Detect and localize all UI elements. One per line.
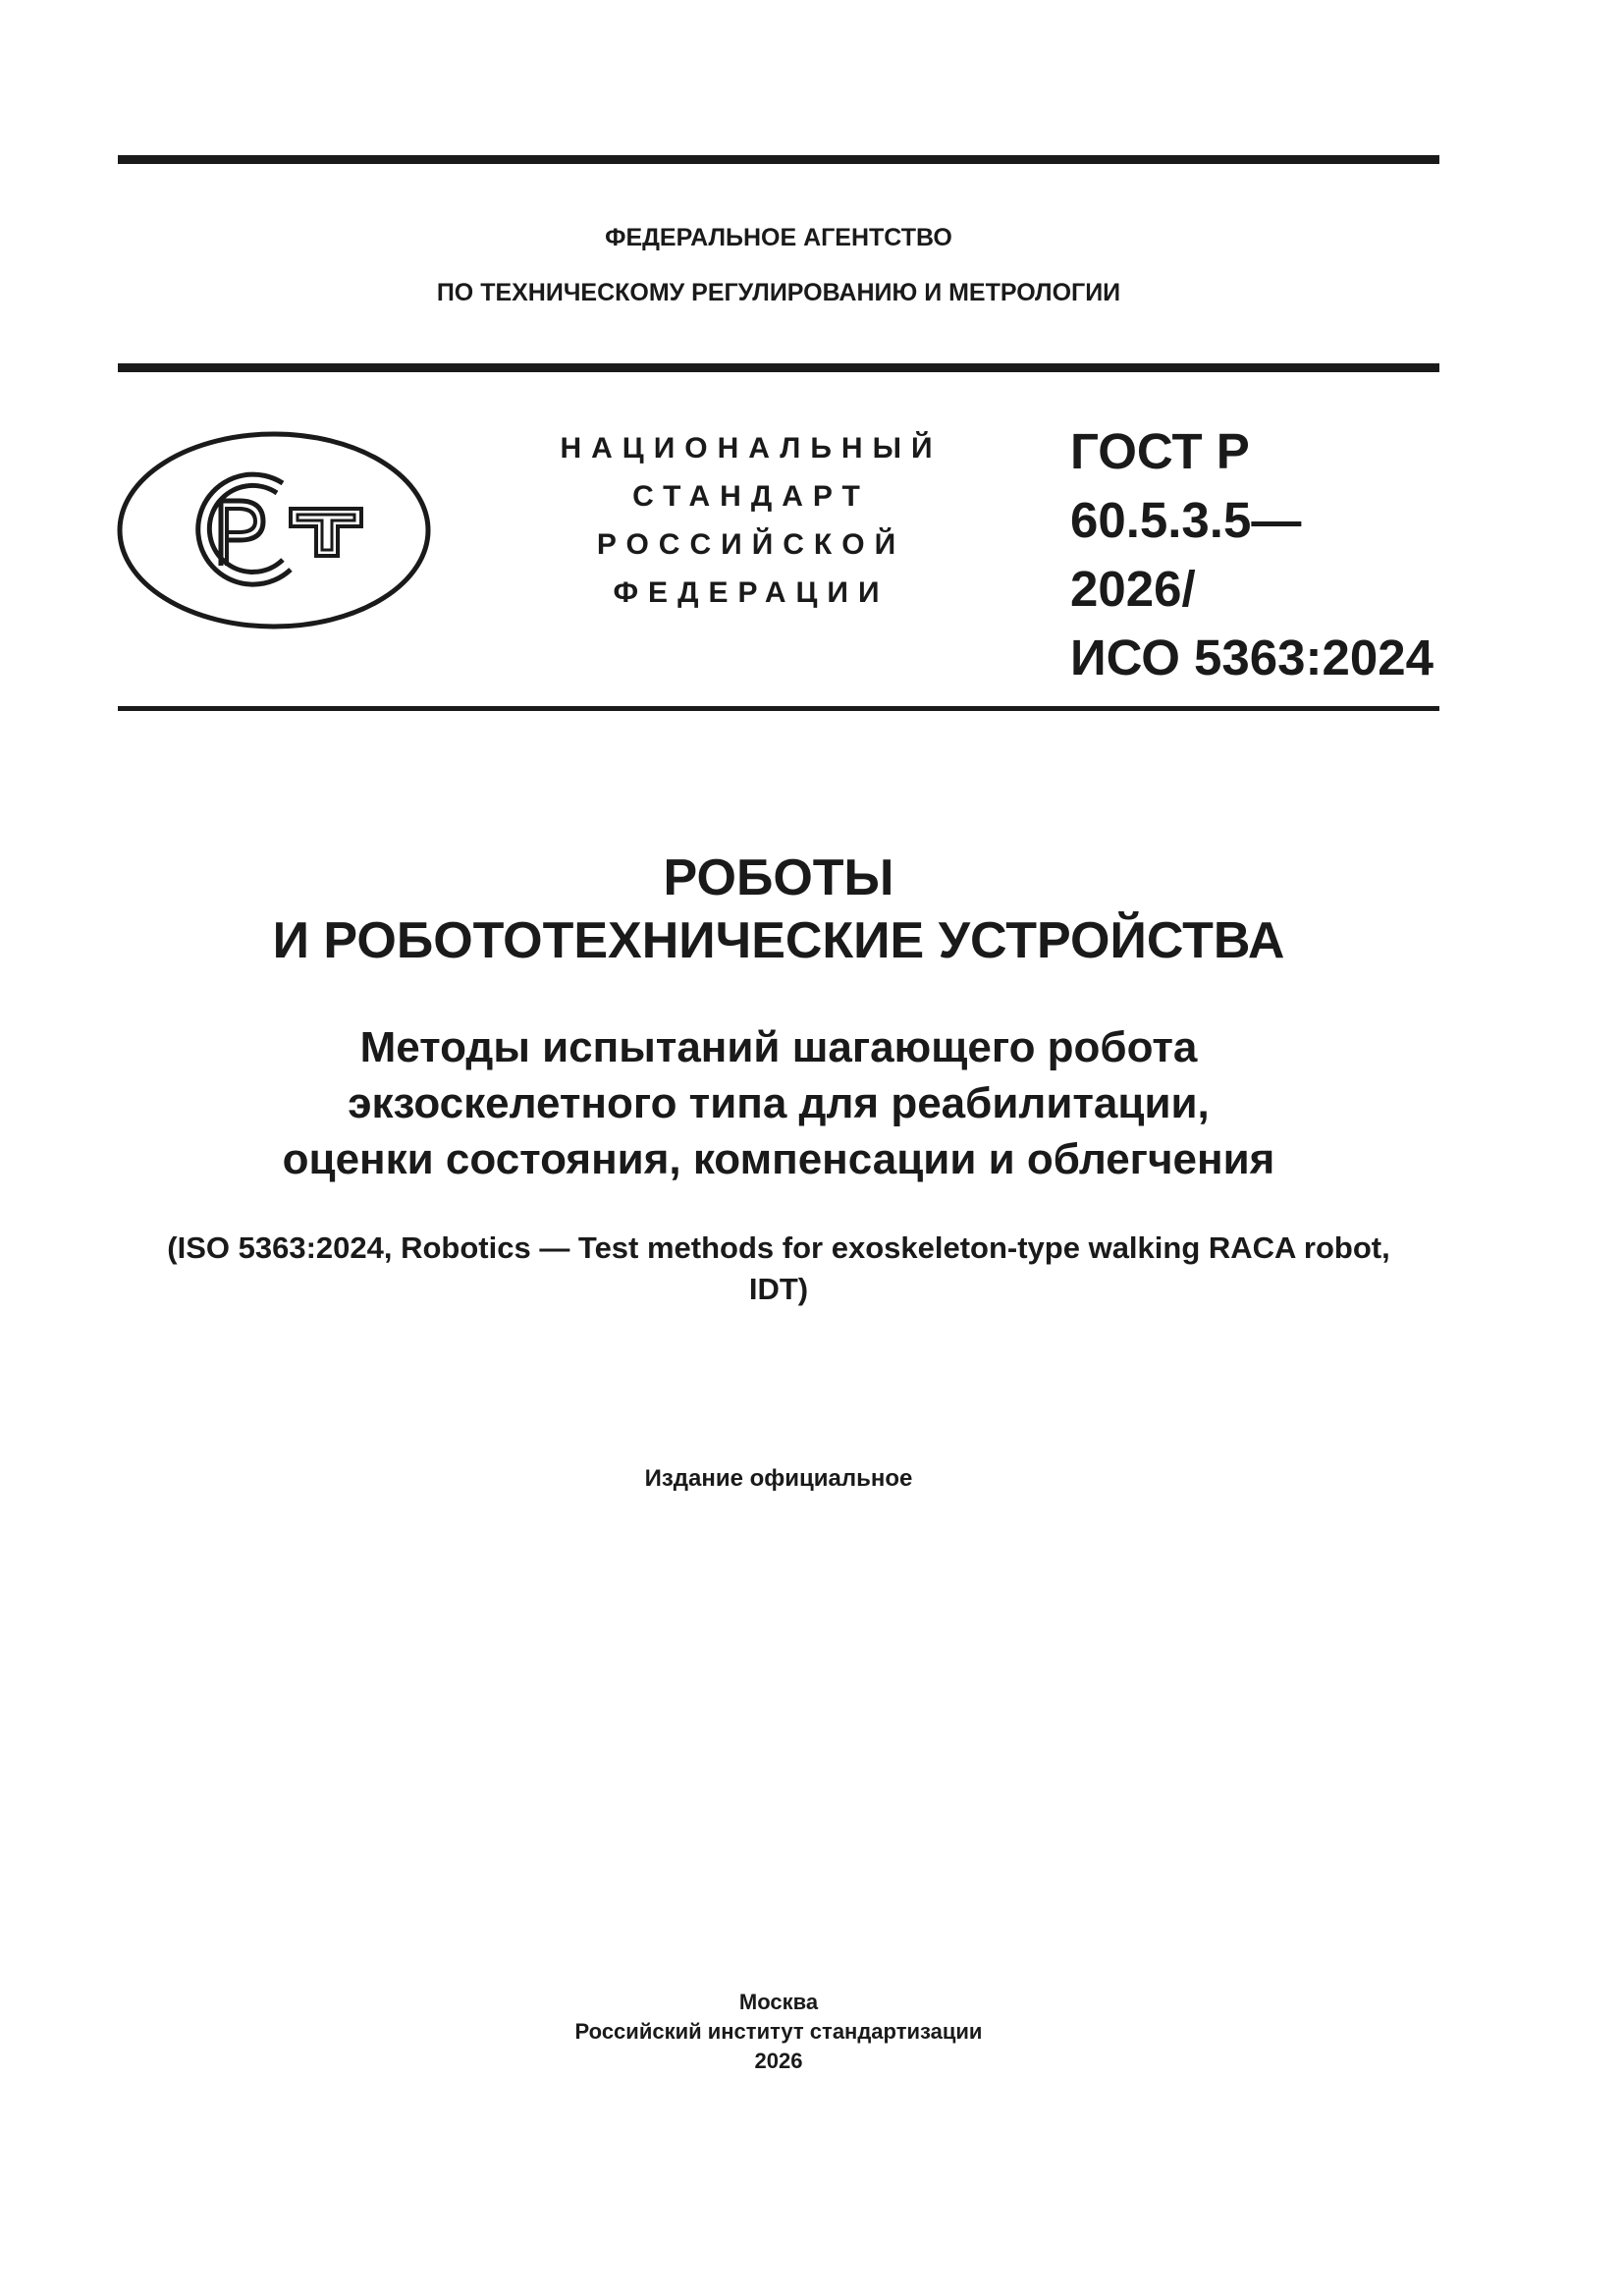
standard-code: [1070, 417, 1443, 692]
title-line: И РОБОТОТЕХНИЧЕСКИЕ УСТРОЙСТВА: [272, 912, 1285, 969]
subtitle-line: Методы испытаний шагающего робота: [359, 1023, 1198, 1071]
agency-line: ПО ТЕХНИЧЕСКОМУ РЕГУЛИРОВАНИЮ И МЕТРОЛОГИИ: [436, 279, 1121, 306]
imprint: [118, 1988, 1439, 2076]
imprint-year: 2026: [754, 2049, 803, 2073]
document-subtitle: [118, 1019, 1439, 1187]
title-line: РОБОТЫ: [663, 849, 894, 906]
national-line: СТАНДАРТ: [632, 480, 870, 513]
document-title: [118, 847, 1439, 972]
agency-header: [118, 210, 1439, 320]
code-line: 2026/: [1070, 561, 1196, 617]
national-line: РОССИЙСКОЙ: [596, 528, 906, 561]
top-rule: [118, 155, 1439, 164]
national-standard-label: [520, 424, 982, 617]
subtitle-line: оценки состояния, компенсации и облегчения: [282, 1135, 1275, 1183]
national-line: НАЦИОНАЛЬНЫЙ: [560, 432, 943, 465]
subtitle-line: экзоскелетного типа для реабилитации,: [348, 1079, 1210, 1127]
code-line: ГОСТ Р: [1070, 423, 1250, 479]
header-bottom-rule: [118, 706, 1439, 711]
national-line: ФЕДЕРАЦИИ: [613, 576, 890, 609]
imprint-publisher: Российский институт стандартизации: [574, 2019, 983, 2044]
imprint-city: Москва: [738, 1990, 819, 2014]
iso-reference: [88, 1228, 1469, 1310]
agency-line: ФЕДЕРАЛЬНОЕ АГЕНТСТВО: [605, 224, 952, 251]
iso-reference-line: IDT): [748, 1272, 809, 1306]
code-line: ИСО 5363:2024: [1070, 629, 1434, 685]
code-line: 60.5.3.5—: [1070, 492, 1302, 548]
rst-mark-logo: [116, 430, 432, 630]
iso-reference-line: (ISO 5363:2024, Robotics — Test methods for exoskeleton-type walking RACA robot,: [167, 1230, 1390, 1265]
edition-label: Издание официальное: [644, 1465, 913, 1492]
agency-bottom-rule: [118, 363, 1439, 372]
